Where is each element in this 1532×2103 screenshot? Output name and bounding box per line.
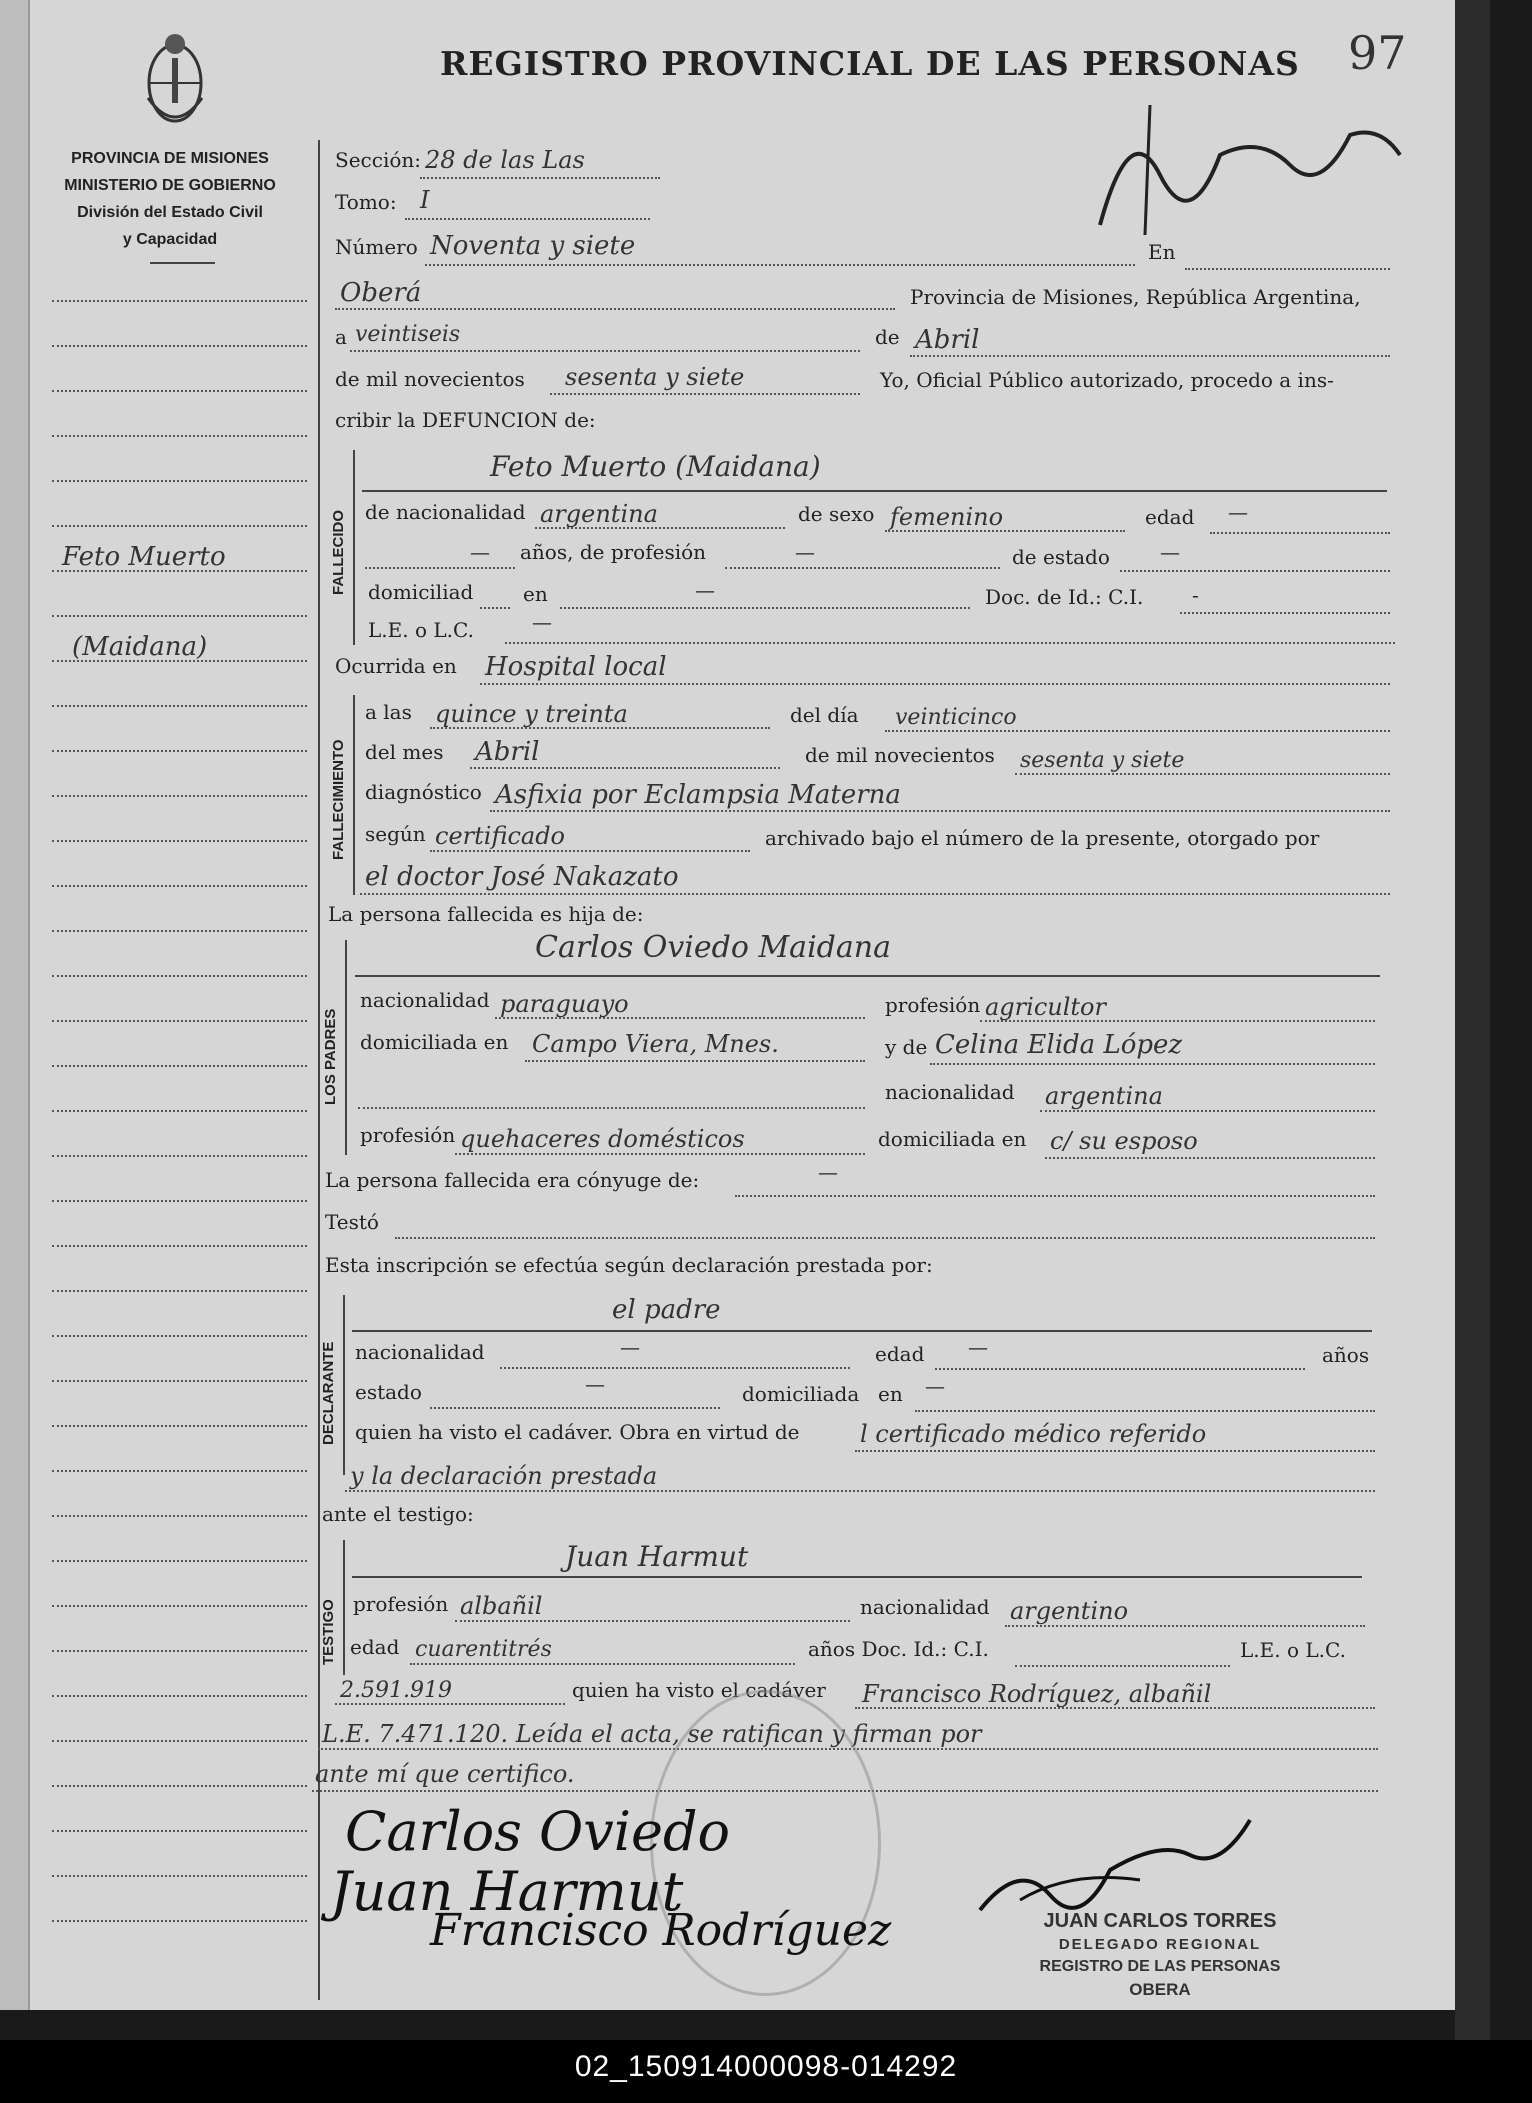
agency-line: MINISTERIO DE GOBIERNO bbox=[64, 177, 276, 194]
declarante-name: el padre bbox=[612, 1295, 721, 1325]
sexo-label: de sexo bbox=[798, 502, 875, 526]
domicilio-line bbox=[560, 607, 970, 609]
seccion-value: 28 de las Las bbox=[425, 146, 585, 174]
agency-underline bbox=[150, 262, 215, 264]
mes-line bbox=[470, 767, 780, 769]
seccion-label: Sección: bbox=[335, 148, 421, 172]
padre-nacionalidad-line bbox=[495, 1017, 865, 1019]
testo-label: Testó bbox=[325, 1210, 379, 1234]
madre-profesion-label: profesión bbox=[360, 1123, 456, 1147]
doc-value: - bbox=[1192, 583, 1199, 607]
testigo-nacionalidad: argentino bbox=[1010, 1597, 1129, 1625]
testigo-intro: ante el testigo: bbox=[322, 1502, 474, 1526]
conyuge-label: La persona fallecida era cónyuge de: bbox=[325, 1168, 700, 1192]
seccion-line bbox=[420, 177, 660, 179]
fallecido-nacionalidad: argentina bbox=[540, 500, 658, 528]
year-line bbox=[550, 393, 860, 395]
padre-name-line bbox=[355, 975, 1380, 977]
testigo-edad: cuarentitrés bbox=[415, 1637, 552, 1662]
domicilio-en-label: en bbox=[523, 582, 548, 606]
hora-line bbox=[430, 727, 770, 729]
madre-nacionalidad-label: nacionalidad bbox=[885, 1080, 1015, 1104]
dia-line bbox=[885, 730, 1390, 732]
domicilio-value: — bbox=[695, 578, 715, 602]
ocurrida-line bbox=[480, 683, 1390, 685]
padres-blank-line bbox=[358, 1107, 865, 1109]
testigo-visto-label: quien ha visto el cadáver bbox=[572, 1678, 826, 1702]
declarante-virtud: l certificado médico referido bbox=[860, 1420, 1207, 1448]
declarante-name-line bbox=[352, 1330, 1372, 1332]
diagnostico-line bbox=[490, 810, 1390, 812]
tomo-label: Tomo: bbox=[335, 190, 397, 214]
testigo-profesion-line bbox=[455, 1620, 850, 1622]
margin-divider bbox=[318, 140, 320, 2000]
padre-profesion-line bbox=[980, 1020, 1375, 1022]
fallecido-nacionalidad-label: de nacionalidad bbox=[365, 500, 526, 524]
province-label: Provincia de Misiones, República Argentina, bbox=[910, 285, 1361, 309]
madre-domicilio-line bbox=[1045, 1157, 1375, 1159]
padre-profesion: agricultor bbox=[985, 993, 1106, 1021]
del-dia-label: del día bbox=[790, 703, 859, 727]
declarante-estado-label: estado bbox=[355, 1380, 422, 1404]
book-spine bbox=[0, 0, 30, 2010]
fallecido-name: Feto Muerto (Maidana) bbox=[490, 450, 821, 483]
segun-label: según bbox=[365, 822, 426, 846]
testigo-line-le: L.E. 7.471.120. Leída el acta, se ratifican y firman por bbox=[322, 1720, 982, 1748]
stamp-line-title: DELEGADO REGIONAL bbox=[1058, 1936, 1262, 1953]
declarante-nacionalidad-label: nacionalidad bbox=[355, 1340, 485, 1364]
declarante-en-label: en bbox=[878, 1382, 903, 1406]
madre-profesion-line bbox=[455, 1153, 865, 1155]
fallecido-name-line bbox=[362, 490, 1387, 492]
declarante-domicilio: — bbox=[925, 1374, 945, 1398]
testigo-le-value: 2.591.919 bbox=[340, 1678, 452, 1703]
tomo-value: I bbox=[420, 186, 430, 214]
diagnostico-value: Asfixia por Eclampsia Materna bbox=[495, 780, 901, 810]
signature-francisco: Francisco Rodríguez bbox=[430, 1905, 892, 1956]
margin-note-surname: (Maidana) bbox=[72, 632, 208, 662]
madre-profesion: quehaceres domésticos bbox=[460, 1125, 745, 1153]
testigo-profesion-label: profesión bbox=[353, 1592, 449, 1616]
folio-number: 97 bbox=[1348, 26, 1407, 80]
signature-juan: Juan Harmut bbox=[330, 1860, 684, 1923]
day-value: veintiseis bbox=[355, 322, 461, 347]
padre-domiciliada-label: domiciliada en bbox=[360, 1030, 509, 1054]
declarante-nacionalidad-line bbox=[500, 1367, 850, 1369]
doc-label: Doc. de Id.: C.I. bbox=[985, 585, 1144, 609]
fallecimiento-section-label: FALLECIMIENTO bbox=[330, 739, 347, 860]
conyuge-line bbox=[735, 1195, 1375, 1197]
madre-domicilio: c/ su esposo bbox=[1050, 1127, 1198, 1155]
segun-value: certificado bbox=[435, 822, 566, 850]
declarante-edad: — bbox=[968, 1335, 988, 1359]
madre-name: Celina Elida López bbox=[935, 1030, 1183, 1060]
anio-line bbox=[1015, 773, 1390, 775]
padre-nacionalidad-label: nacionalidad bbox=[360, 988, 490, 1012]
domiciliad-line bbox=[480, 607, 510, 609]
declarante-virtud-cont-line bbox=[345, 1490, 1375, 1492]
madre-domiciliada-label: domiciliada en bbox=[878, 1127, 1027, 1151]
declarante-virtud-line bbox=[855, 1450, 1375, 1452]
nacionalidad-line bbox=[535, 527, 785, 529]
numero-line bbox=[425, 264, 1135, 266]
declarante-nacionalidad: — bbox=[620, 1335, 640, 1359]
archivado-text: archivado bajo el número de la presente, otorgado por bbox=[765, 826, 1320, 850]
padres-section-label: LOS PADRES bbox=[322, 1008, 339, 1105]
fallecido-section-label: FALLECIDO bbox=[330, 510, 347, 595]
second-witness-line bbox=[855, 1707, 1375, 1709]
y-de-label: y de bbox=[885, 1035, 928, 1059]
agency-line: PROVINCIA DE MISIONES bbox=[71, 150, 269, 167]
padres-bracket bbox=[345, 940, 347, 1155]
declarante-edad-line bbox=[935, 1368, 1305, 1370]
declarante-edad-label: edad bbox=[875, 1342, 925, 1366]
tomo-line bbox=[405, 218, 650, 220]
stamp-line-name: JUAN CARLOS TORRES bbox=[1043, 1910, 1277, 1932]
declarante-section-label: DECLARANTE bbox=[320, 1341, 337, 1445]
year-label: de mil novecientos bbox=[335, 367, 525, 391]
declarante-visto-text: quien ha visto el cadáver. Obra en virtud de bbox=[355, 1420, 800, 1444]
anios-value: — bbox=[470, 540, 490, 564]
place-value: Oberá bbox=[340, 278, 422, 308]
estado-line bbox=[1120, 570, 1390, 572]
fallecimiento-bracket bbox=[353, 695, 355, 895]
declarante-estado: — bbox=[585, 1372, 605, 1396]
padre-name: Carlos Oviedo Maidana bbox=[535, 930, 891, 965]
anio-label: de mil novecientos bbox=[805, 743, 995, 767]
padre-domicilio-line bbox=[525, 1060, 865, 1062]
coat-of-arms-icon bbox=[140, 28, 210, 138]
image-id-caption: 02_150914000098-014292 bbox=[574, 2050, 958, 2083]
declarante-estado-line bbox=[430, 1407, 720, 1409]
cribir-text: cribir la DEFUNCION de: bbox=[335, 408, 596, 432]
testigo-section-label: TESTIGO bbox=[320, 1599, 337, 1665]
padres-intro: La persona fallecida es hija de: bbox=[328, 902, 644, 926]
place-line bbox=[335, 308, 895, 310]
testigo-profesion: albañil bbox=[460, 1592, 543, 1620]
signature-carlos: Carlos Oviedo bbox=[345, 1800, 731, 1863]
testigo-line-ante: ante mí que certifico. bbox=[315, 1760, 575, 1788]
margin-note-name: Feto Muerto bbox=[62, 542, 226, 572]
otorgado-value: el doctor José Nakazato bbox=[365, 862, 679, 892]
le-value: — bbox=[532, 610, 552, 634]
estado-value: — bbox=[1160, 540, 1180, 564]
testigo-doc-label: años Doc. Id.: C.I. bbox=[808, 1637, 989, 1661]
segun-line bbox=[430, 850, 750, 852]
testigo-name: Juan Harmut bbox=[565, 1540, 749, 1573]
conyuge-value: — bbox=[818, 1160, 838, 1184]
hora-value: quince y treinta bbox=[435, 700, 628, 728]
madre-name-line bbox=[930, 1063, 1375, 1065]
diagnostico-label: diagnóstico bbox=[365, 780, 482, 804]
agency-block bbox=[50, 145, 290, 253]
numero-value: Noventa y siete bbox=[430, 231, 636, 261]
oficial-text: Yo, Oficial Público autorizado, procedo a ins- bbox=[880, 368, 1334, 392]
del-mes-label: del mes bbox=[365, 740, 444, 764]
month-line bbox=[910, 355, 1390, 357]
otorgado-line bbox=[360, 893, 1390, 895]
anios-line bbox=[365, 567, 515, 569]
stamp-line-registry: REGISTRO DE LAS PERSONAS bbox=[1039, 1958, 1281, 1975]
margin-signature-icon bbox=[1090, 95, 1410, 245]
ocurrida-label: Ocurrida en bbox=[335, 654, 457, 678]
madre-nacionalidad: argentina bbox=[1045, 1082, 1163, 1110]
doc-line bbox=[1180, 612, 1390, 614]
sexo-value: femenino bbox=[890, 503, 1004, 531]
testigo-doc-line bbox=[1015, 1665, 1230, 1667]
declarante-domiciliada-label: domiciliada bbox=[742, 1382, 860, 1406]
testigo-name-line bbox=[352, 1576, 1362, 1578]
testigo-edad-line bbox=[410, 1663, 795, 1665]
declarante-anios-label: años bbox=[1322, 1343, 1370, 1367]
profesion-line bbox=[725, 567, 1000, 569]
a-label: a bbox=[335, 325, 347, 349]
en-label: En bbox=[1148, 240, 1176, 264]
domiciliad-label: domiciliad bbox=[368, 580, 474, 604]
stamp-line-city: OBERA bbox=[1129, 1980, 1191, 1999]
page-title: REGISTRO PROVINCIAL DE LAS PERSONAS bbox=[440, 44, 1300, 83]
ocurrida-value: Hospital local bbox=[485, 652, 667, 682]
profesion-value: — bbox=[795, 540, 815, 564]
declarante-domicilio-line bbox=[915, 1410, 1375, 1412]
day-line bbox=[350, 350, 860, 352]
padre-domicilio: Campo Viera, Mnes. bbox=[532, 1030, 779, 1058]
dia-value: veinticinco bbox=[895, 705, 1017, 730]
testigo-edad-label: edad bbox=[350, 1635, 400, 1659]
de-label: de bbox=[875, 325, 900, 349]
page-edge bbox=[1455, 0, 1490, 2050]
second-witness: Francisco Rodríguez, albañil bbox=[862, 1680, 1212, 1708]
month-value: Abril bbox=[915, 325, 980, 355]
a-las-label: a las bbox=[365, 700, 412, 724]
declarante-bracket bbox=[343, 1295, 345, 1475]
le-line bbox=[505, 642, 1395, 644]
mes-value: Abril bbox=[475, 737, 540, 767]
agency-line: División del Estado Civil bbox=[77, 204, 263, 221]
year-value: sesenta y siete bbox=[565, 363, 745, 391]
madre-nacionalidad-line bbox=[1040, 1110, 1375, 1112]
padre-profesion-label: profesión bbox=[885, 993, 981, 1017]
numero-label: Número bbox=[335, 235, 418, 259]
testigo-le-line bbox=[335, 1703, 565, 1705]
edad-value: — bbox=[1228, 500, 1248, 524]
testigo-le-label: L.E. o L.C. bbox=[1240, 1638, 1346, 1662]
agency-line: y Capacidad bbox=[122, 231, 218, 248]
testigo-nacionalidad-label: nacionalidad bbox=[860, 1595, 990, 1619]
sexo-line bbox=[885, 530, 1125, 532]
edad-line bbox=[1210, 532, 1390, 534]
le-label: L.E. o L.C. bbox=[368, 618, 474, 642]
padre-nacionalidad: paraguayo bbox=[500, 990, 629, 1018]
declaracion-text: Esta inscripción se efectúa según declaración prestada por: bbox=[325, 1253, 933, 1277]
testigo-nacionalidad-line bbox=[1005, 1625, 1365, 1627]
anio-value: sesenta y siete bbox=[1020, 748, 1185, 773]
anios-label: años, de profesión bbox=[520, 540, 707, 564]
testo-line bbox=[395, 1237, 1375, 1239]
fallecido-bracket bbox=[353, 450, 355, 645]
edad-label: edad bbox=[1145, 505, 1195, 529]
declarante-virtud-cont: y la declaración prestada bbox=[350, 1462, 658, 1490]
testigo-bracket bbox=[343, 1540, 345, 1675]
en-line bbox=[1185, 268, 1390, 270]
estado-label: de estado bbox=[1012, 545, 1110, 569]
